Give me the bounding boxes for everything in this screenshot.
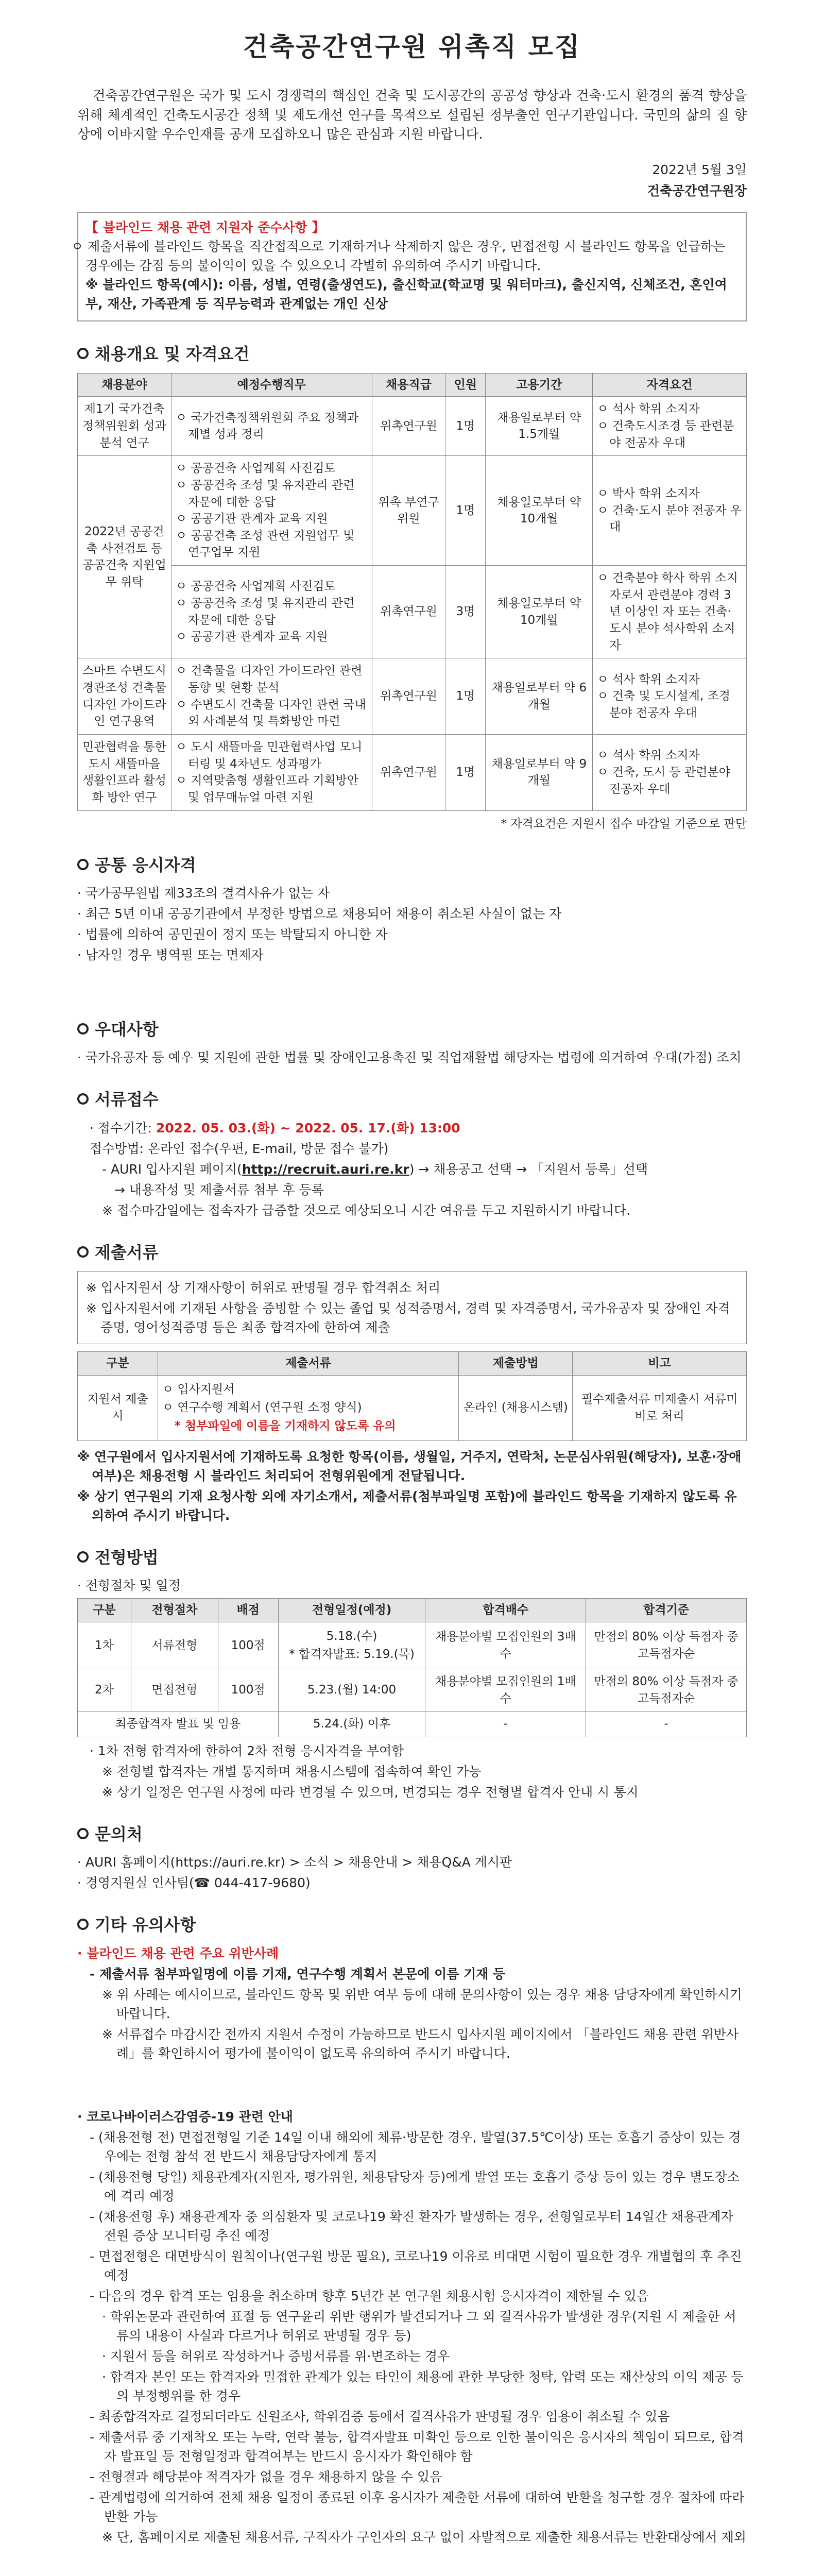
- blind-items: ※ 블라인드 항목(예시): 이름, 성별, 연령(출생연도), 출신학교(학교명 및 워터마크), 출신지역, 신체조건, 혼인여부, 재산, 가족관계 등 직무능력과 관계없는 개인 신상: [85, 277, 727, 312]
- blind-violation-title: · 블라인드 채용 관련 주요 위반사례: [77, 1944, 747, 1963]
- req-cell: ㅇ 건축분야 학사 학위 소지자로서 관련분야 경력 3년 이상인 자 또는 건축·도시 분야 석사학위 소지자: [593, 566, 747, 658]
- section-heading: 문의처: [77, 1822, 747, 1846]
- covid-item: - (채용전형 당일) 채용관계자(지원자, 평가위원, 채용담당자 등)에게 발열 또는 호흡기 증상 등이 있는 경우 별도장소에 격리 예정: [90, 2169, 740, 2204]
- duties-cell: ㅇ 도시 새뜰마을 민관협력사업 모니터링 및 4차년도 성과평가 ㅇ 지역맞춤형 생활인프라 기획방안 및 업무매뉴얼 마련 지원: [171, 735, 372, 811]
- count-cell: 1명: [445, 735, 486, 811]
- documents-table: [77, 1351, 747, 1441]
- table-row: 2차 면접전형 100점 5.23.(월) 14:00 채용분야별 모집인원의 1배수 만점의 80% 이상 득점자 중 고득점자순: [78, 1669, 747, 1711]
- covid-item: - 면접전형은 대면방식이 원칙이나(연구원 방문 필요), 코로나19 이유로 비대면 시험이 필요한 경우 개별협의 후 추진 예정: [90, 2248, 742, 2283]
- duties-cell: ㅇ 국가건축정책위원회 주요 정책과제별 성과 정리: [171, 397, 372, 456]
- covid-title: · 코로나바이러스감염증-19 관련 안내: [77, 2107, 747, 2126]
- contact-link[interactable]: · AURI 홈페이지(https://auri.re.kr) > 소식 > 채용안내 > 채용Q&A 게시판: [77, 1853, 747, 1872]
- application-note: ※ 접수마감일에는 접속자가 급증할 것으로 예상되오니 시간 여유를 두고 지원하시기 바랍니다.: [102, 1202, 631, 1218]
- intro-paragraph: 건축공간연구원은 국가 및 도시 경쟁력의 핵심인 건축 및 도시공간의 공공성 향상과 건축·도시 환경의 품격 향상을 위해 체계적인 건축도시공간 정책 및 제도개선 연구를 목적으로 설립된 정부출연 연구기관입니다. 국민의 삶의 질 향상에 이바지할 우수인재를 공개 모집하오니 많은 관심과 지원 바랍니다.: [77, 88, 747, 143]
- period-cell: 채용일로부터 약 1.5개월: [486, 397, 593, 456]
- req-cell: ㅇ 석사 학위 소지자 ㅇ 건축, 도시 등 관련분야 전공자 우대: [593, 735, 747, 811]
- col-header: 합격배수: [425, 1599, 586, 1622]
- section-bullet-icon: [77, 348, 89, 359]
- documents-warning: ※ 연구원에서 입사지원서에 기재하도록 요청한 항목(이름, 생월일, 거주지, 연락처, 논문심사위원(해당자), 보훈·장애 여부)은 채용전형 시 블라인드 처리되어 전형위원에게 전달됩니다.: [77, 1449, 742, 1483]
- table-row: 최종합격자 발표 및 임용 5.24.(화) 이후 - -: [78, 1711, 747, 1737]
- blind-violation-item: - 제출서류 첨부파일명에 이름 기재, 연구수행 계획서 본문에 이름 기재 등: [90, 1966, 506, 1981]
- period-cell: 채용일로부터 약 9개월: [486, 735, 593, 811]
- req-cell: ㅇ 석사 학위 소지자 ㅇ 건축 및 도시설계, 조경 분야 전공자 우대: [593, 658, 747, 735]
- misc-item: - 관계법령에 의거하여 전체 채용 일정이 종료된 이후 응시자가 제출한 서류에 대하여 반환을 청구할 경우 절차에 따라 반환 가능: [90, 2489, 745, 2524]
- section-bullet-icon: [77, 1551, 89, 1563]
- table-row: [78, 456, 747, 566]
- grade-cell: 위촉 부연구위원: [372, 456, 445, 566]
- col-header: 합격기준: [586, 1599, 747, 1622]
- table-note: * 자격요건은 지원서 접수 마감일 기준으로 판단: [501, 817, 747, 831]
- col-header: 자격요건: [593, 373, 747, 397]
- list-item: · 법률에 의하여 공민권이 정지 또는 박탈되지 아니한 자: [77, 925, 747, 944]
- section-heading: 서류접수: [77, 1088, 747, 1112]
- blind-notice-body: ㅇ 제출서류에 블라인드 항목을 직간접적으로 기재하거나 삭제하지 않은 경우, 면접전형 시 블라인드 항목을 언급하는 경우에는 감점 등의 불이익이 있을 수 있으오니 각별히 유의하여 주시기 바랍니다.: [71, 239, 726, 274]
- documents-warning: ※ 상기 연구원의 기재 요청사항 외에 자기소개서, 제출서류(첨부파일명 포함)에 블라인드 항목을 기재하지 않도록 유의하여 주시기 바랍니다.: [77, 1488, 737, 1523]
- section-heading: 제출서류: [77, 1241, 747, 1265]
- application-step: - AURI 입사지원 페이지(http://recruit.auri.re.kr) → 채용공고 선택 → 「지원서 등록」선택: [102, 1161, 648, 1177]
- misc-item: - 최종합격자로 결정되더라도 신원조사, 학위검증 등에서 결격사유가 판명될 경우 임용이 취소될 수 있음: [90, 2409, 670, 2424]
- field-cell: 제1기 국가건축정책위원회 성과분석 연구: [78, 397, 171, 456]
- recruit-site-link[interactable]: http://recruit.auri.re.kr: [242, 1161, 409, 1177]
- section-bullet-icon: [77, 1828, 89, 1839]
- section-other-notes: [77, 1913, 747, 2546]
- duties-cell: ㅇ 건축물을 디자인 가이드라인 관련 동향 및 현황 분석 ㅇ 수변도시 건축물 디자인 관련 국내외 사례분석 및 특화방안 마련: [171, 658, 372, 735]
- misc-item: - 제출서류 중 기재착오 또는 누락, 연락 불능, 합격자발표 미확인 등으로 인한 불이익은 응시자의 책임이 되므로, 합격자 발표일 등 전형일정과 합격여부는 반드시 응시자가 확인해야 함: [90, 2429, 744, 2464]
- col-header: 고용기간: [486, 373, 593, 397]
- doc-category: 지원서 제출 시: [78, 1375, 158, 1440]
- selection-note: ※ 전형별 합격자는 개별 통지하며 채용시스템에 접속하여 확인 가능: [102, 1764, 482, 1780]
- section-bullet-icon: [77, 1919, 89, 1930]
- blind-notice-title: 【 블라인드 채용 관련 지원자 준수사항 】: [85, 220, 325, 235]
- req-cell: ㅇ 박사 학위 소지자 ㅇ 건축·도시 분야 전공자 우대: [593, 456, 747, 566]
- req-cell: ㅇ 석사 학위 소지자 ㅇ 건축도시조경 등 관련분야 전공자 우대: [593, 397, 747, 456]
- count-cell: 3명: [445, 566, 486, 658]
- col-header: 인원: [445, 373, 486, 397]
- col-header: 전형절차: [131, 1599, 218, 1622]
- section-application: [77, 1088, 747, 1219]
- blind-violation-note: ※ 위 사례는 예시이므로, 블라인드 항목 및 위반 여부 등에 대해 문의사항이 있는 경우 채용 담당자에게 확인하시기 바랍니다.: [102, 1987, 742, 2021]
- section-bullet-icon: [77, 1023, 89, 1035]
- duties-cell: ㅇ 공공건축 사업계획 사전검토 ㅇ 공공건축 조성 및 유지관리 관련 자문에 대한 응답 ㅇ 공공기관 관계자 교육 지원 ㅇ 공공건축 조성 관련 지원업무 및 연구업무 지원: [171, 456, 372, 566]
- misc-subitem: · 합격자 본인 또는 합격자와 밀접한 관계가 있는 타인이 채용에 관한 부당한 청탁, 압력 또는 재산상의 이익 제공 등의 부정행위를 한 경우: [102, 2369, 744, 2403]
- covid-item: - (채용전형 후) 채용관계자 중 의심환자 및 코로나19 확진 환자가 발생하는 경우, 전형일로부터 14일간 채용관계자 전원 증상 모니터링 추진 예정: [90, 2209, 733, 2243]
- list-item: · 남자일 경우 병역필 또는 면제자: [77, 945, 747, 964]
- count-cell: 1명: [445, 456, 486, 566]
- notice-date: 2022년 5월 3일: [652, 162, 747, 178]
- section-heading: 기타 유의사항: [77, 1913, 747, 1937]
- page-title: 건축공간연구원 위촉직 모집: [243, 32, 581, 62]
- table-header-row: [78, 373, 747, 397]
- doc-list: ㅇ 입사지원서 ㅇ 연구수행 계획서 (연구원 소정 양식) * 첨부파일에 이름을 기재하지 않도록 유의: [158, 1375, 459, 1440]
- section-contact: [77, 1822, 747, 1892]
- section-bullet-icon: [77, 1093, 89, 1105]
- documents-notice-box: [77, 1271, 747, 1344]
- grade-cell: 위촉연구원: [372, 397, 445, 456]
- positions-table: [77, 373, 747, 811]
- period-cell: 채용일로부터 약 10개월: [486, 456, 593, 566]
- section-heading: 공통 응시자격: [77, 853, 747, 877]
- grade-cell: 위촉연구원: [372, 566, 445, 658]
- grade-cell: 위촉연구원: [372, 658, 445, 735]
- blind-violation-note: ※ 서류접수 마감시간 전까지 지원서 수정이 가능하므로 반드시 입사지원 페이지에서 「블라인드 채용 관련 위반사례」를 확인하시어 평가에 불이익이 없도록 유의하여 주시기 바랍니다.: [102, 2026, 739, 2061]
- selection-note: · 1차 전형 합격자에 한하여 2차 전형 응시자격을 부여함: [90, 1743, 404, 1759]
- col-header: 전형일정(예정): [278, 1599, 425, 1622]
- list-item: · 최근 5년 이내 공공기관에서 부정한 방법으로 채용되어 채용이 취소된 사실이 없는 자: [77, 904, 747, 923]
- application-period: · 접수기간: 2022. 05. 03.(화) ~ 2022. 05. 17.(화) 13:00: [90, 1120, 460, 1136]
- period-cell: 채용일로부터 약 6개월: [486, 658, 593, 735]
- col-header: 채용분야: [78, 373, 171, 397]
- field-cell: 민관협력을 통한 도시 새뜰마을 생활인프라 활성화 방안 연구: [78, 735, 171, 811]
- section-bullet-icon: [77, 859, 89, 870]
- duties-cell: ㅇ 공공건축 사업계획 사전검토 ㅇ 공공건축 조성 및 유지관리 관련 자문에 대한 응답 ㅇ 공공기관 관계자 교육 지원: [171, 566, 372, 658]
- misc-subitem: · 학위논문과 관련하여 표절 등 연구윤리 위반 행위가 발견되거나 그 외 결격사유가 발생한 경우(지원 시 제출한 서류의 내용이 사실과 다르거나 허위로 판명될 경우 등): [102, 2309, 736, 2343]
- field-cell: 2022년 공공건축 사전검토 등 공공건축 지원업무 위탁: [78, 456, 171, 658]
- list-item: · 국가유공자 등 예우 및 지원에 관한 법률 및 장애인고용촉진 및 직업재활법 해당자는 법령에 의거하여 우대(가점) 조치: [77, 1048, 747, 1067]
- application-method: 접수방법: 온라인 접수(우편, E-mail, 방문 접수 불가): [90, 1141, 389, 1156]
- misc-subitem: · 지원서 등을 허위로 작성하거나 증빙서류를 위·변조하는 경우: [102, 2348, 450, 2364]
- period-cell: 채용일로부터 약 10개월: [486, 566, 593, 658]
- misc-subitem: ※ 단, 홈페이지로 제출된 채용서류, 구직자가 구인자의 요구 없이 자발적으로 제출한 채용서류는 반환대상에서 제외: [102, 2529, 747, 2545]
- section-documents: [77, 1241, 747, 1525]
- misc-item: - 전형결과 해당분야 적격자가 없을 경우 채용하지 않을 수 있음: [90, 2469, 442, 2484]
- blind-notice-box: [71, 212, 747, 321]
- documents-notice: ※ 입사지원서에 기재된 사항을 증빙할 수 있는 졸업 및 성적증명서, 경력 및 자격증명서, 국가유공자 및 장애인 자격증명, 영어성적증명 등은 최종 합격자에 한하여 제출: [86, 1301, 730, 1335]
- col-header: 구분: [78, 1352, 158, 1376]
- count-cell: 1명: [445, 397, 486, 456]
- application-step: → 내용작성 및 제출서류 첨부 후 등록: [114, 1182, 324, 1197]
- table-row: [78, 566, 747, 658]
- field-cell: 스마트 수변도시 경관조성 건축물 디자인 가이드라인 연구용역: [78, 658, 171, 735]
- section-bullet-icon: [77, 1246, 89, 1258]
- covid-item: - (채용전형 전) 면접전형일 기준 14일 이내 해외에 체류·방문한 경우, 발열(37.5℃이상) 또는 호흡기 증상이 있는 경우에는 전형 참석 전 반드시 채용담당자에게 통지: [90, 2129, 741, 2164]
- col-header: 제출서류: [158, 1352, 459, 1376]
- col-header: 구분: [78, 1599, 131, 1622]
- list-item: · 전형절차 및 일정: [77, 1576, 747, 1595]
- section-heading: 우대사항: [77, 1018, 747, 1042]
- contact-phone: · 경영지원실 인사팀(☎ 044-417-9680): [77, 1873, 747, 1892]
- misc-item: - 다음의 경우 합격 또는 임용을 취소하며 향후 5년간 본 연구원 채용시험 응시자격이 제한될 수 있음: [90, 2288, 649, 2303]
- col-header: 비고: [573, 1352, 747, 1376]
- col-header: 채용직급: [372, 373, 445, 397]
- table-row: [78, 658, 747, 735]
- section-heading: 채용개요 및 자격요건: [77, 342, 747, 366]
- doc-submit-method: 온라인 (채용시스템): [459, 1375, 573, 1440]
- selection-note: ※ 상기 일정은 연구원 사정에 따라 변경될 수 있으며, 변경되는 경우 전형별 합격자 안내 시 통지: [102, 1785, 639, 1800]
- col-header: 예정수행직무: [171, 373, 372, 397]
- table-row: [78, 735, 747, 811]
- list-item: · 국가공무원법 제33조의 결격사유가 없는 자: [77, 884, 747, 903]
- col-header: 제출방법: [459, 1352, 573, 1376]
- section-heading: 전형방법: [77, 1546, 747, 1570]
- col-header: 배점: [218, 1599, 278, 1622]
- section-preferences: [77, 1018, 747, 1067]
- count-cell: 1명: [445, 658, 486, 735]
- doc-remark: 필수제출서류 미제출시 서류미비로 처리: [573, 1375, 747, 1440]
- grade-cell: 위촉연구원: [372, 735, 445, 811]
- issuer: 건축공간연구원장: [647, 183, 747, 199]
- section-common-qualifications: [77, 853, 747, 964]
- documents-notice: ※ 입사지원서 상 기재사항이 허위로 판명될 경우 합격취소 처리: [86, 1280, 441, 1296]
- table-row: [78, 397, 747, 456]
- selection-table: [77, 1598, 747, 1737]
- table-row: [78, 1375, 747, 1440]
- table-row: 1차 서류전형 100점 5.18.(수) * 합격자발표: 5.19.(목) 채용분야별 모집인원의 3배수 만점의 80% 이상 득점자 중 고득점자순: [78, 1622, 747, 1669]
- section-selection: [77, 1546, 747, 1802]
